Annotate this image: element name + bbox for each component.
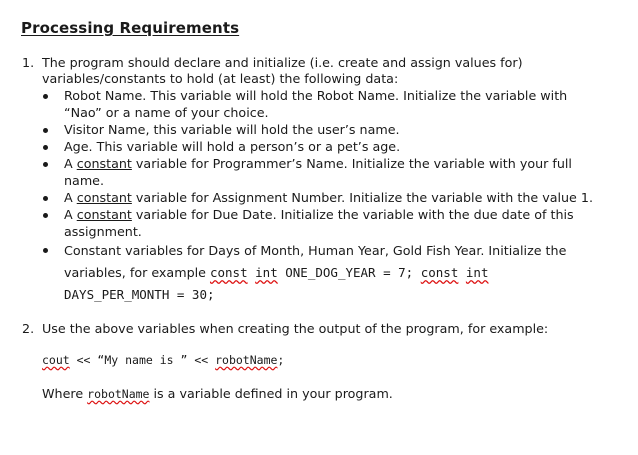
- bullet-marker: [43, 213, 48, 218]
- bullet-marker: [43, 94, 48, 99]
- item-2-where-line: [42, 385, 393, 403]
- bullet-4-line-1: [64, 155, 572, 172]
- code-cout: cout: [42, 353, 70, 367]
- code-keyword-const: const: [420, 265, 459, 280]
- bullet-4-underlined-word: constant: [76, 156, 132, 171]
- bullet-4-prefix: A: [64, 156, 77, 171]
- item-1-line-1: The program should declare and initialize (i.e. create and assign values for): [42, 55, 523, 70]
- bullet-marker: [43, 196, 48, 201]
- bullet-4-line-2: name.: [64, 173, 105, 188]
- code-keyword-int: int: [255, 265, 278, 280]
- bullet-7-line-1: Constant variables for Days of Month, Human Year, Gold Fish Year. Initialize the: [64, 243, 567, 258]
- bullet-marker: [43, 162, 48, 167]
- bullet-6-line-1: [64, 206, 574, 223]
- bullet-7-line-3: DAYS_PER_MONTH = 30;: [64, 287, 215, 302]
- where-variable: robotName: [87, 387, 150, 401]
- where-prefix: Where: [42, 386, 88, 401]
- item-1-line-2: variables/constants to hold (at least) the following data:: [42, 71, 399, 86]
- bullet-marker: [43, 145, 48, 150]
- item-2-line-1: Use the above variables when creating the output of the program, for example:: [42, 321, 549, 336]
- code-snippet: ONE_DOG_YEAR = 7;: [277, 265, 421, 280]
- bullet-marker: [43, 248, 48, 253]
- code-semicolon: ;: [277, 353, 285, 367]
- code-keyword-int: int: [465, 265, 489, 280]
- bullet-5-rest: variable for Assignment Number. Initialize the variable with the value 1.: [131, 190, 594, 205]
- bullet-6-underlined-word: constant: [76, 207, 132, 222]
- code-middle: << “My name is ” <<: [69, 353, 216, 367]
- bullet-4-rest: variable for Programmer’s Name. Initialize the variable with your full: [131, 156, 572, 171]
- code-example: [42, 352, 284, 369]
- bullet-5-line-1: [64, 189, 593, 206]
- bullet-3-line-1: Age. This variable will hold a person’s or a pet’s age.: [64, 139, 401, 154]
- bullet-5-prefix: A: [64, 190, 77, 205]
- bullet-1-line-1: Robot Name. This variable will hold the Robot Name. Initialize the variable with: [64, 88, 568, 103]
- item-2-number: 2.: [22, 321, 35, 336]
- code-keyword-const: const: [209, 265, 248, 280]
- code-robotname: robotName: [215, 353, 278, 367]
- bullet-marker: [43, 128, 48, 133]
- where-suffix: is a variable defined in your program.: [149, 386, 393, 401]
- item-1-number: 1.: [22, 55, 35, 70]
- section-heading: Processing Requirements: [21, 19, 240, 37]
- bullet-2-line-1: Visitor Name, this variable will hold the user’s name.: [64, 122, 400, 137]
- bullet-5-underlined-word: constant: [76, 190, 132, 205]
- bullet-6-rest: variable for Due Date. Initialize the variable with the due date of this: [131, 207, 574, 222]
- bullet-7-prefix: variables, for example: [64, 265, 210, 280]
- bullet-6-line-2: assignment.: [64, 224, 142, 239]
- bullet-7-line-2: [64, 264, 488, 281]
- bullet-1-line-2: “Nao” or a name of your choice.: [64, 105, 269, 120]
- bullet-6-prefix: A: [64, 207, 77, 222]
